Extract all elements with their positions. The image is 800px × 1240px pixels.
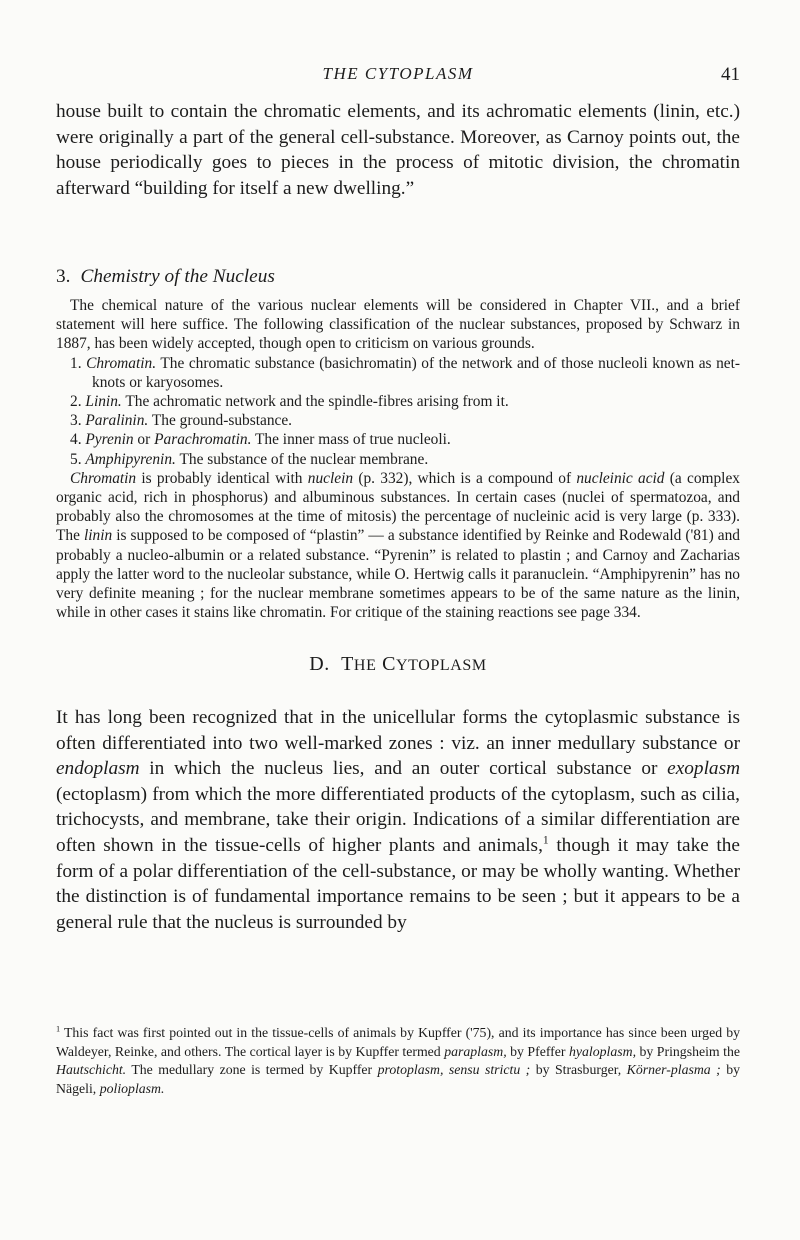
- section-heading-chemistry: [56, 266, 275, 288]
- list-item: 2. Linin. The achromatic network and the spindle-fibres arising from it.: [70, 393, 509, 411]
- running-title: THE CYTOPLASM: [322, 64, 474, 83]
- footnote-reference: 1: [542, 833, 549, 847]
- classification-list: [56, 354, 740, 469]
- section-title: Chemistry of the Nucleus: [80, 266, 275, 287]
- lead-paragraph: house built to contain the chromatic elements, and its achromatic elements (linin, etc.) were originally a part of the general cell-substance. Moreover, as Carnoy points out, the house periodically goes to pieces in the process of mitotic division, the chromatin afterward “building for itself a new dwelling.”: [56, 101, 740, 199]
- chemistry-intro: The chemical nature of the various nuclear elements will be considered in Chapter VII., and a brief statement will here suffice. The following classification of the nuclear substances, proposed by Schwarz in 1887, has been widely accepted, though open to criticism on various grounds.: [56, 297, 740, 353]
- page-number: 41: [721, 64, 740, 85]
- chemistry-block: [56, 296, 740, 622]
- footnote-mark: 1: [56, 1024, 61, 1034]
- list-item: 1. Chromatin. The chromatic substance (basichromatin) of the network and of those nucleoli known as net-knots or karyosomes.: [70, 354, 740, 391]
- list-item: 5. Amphipyrenin. The substance of the nuclear membrane.: [70, 450, 429, 468]
- chromatin-paragraph: Chromatin is probably identical with nuclein (p. 332), which is a compound of nucleinic acid (a complex organic acid, rich in phosphorus) and albuminous substances. In certain cases (nuclei of spermatozoa, and probably also the chromosomes at the time of mitosis) the percentage of nucleinic acid is very large (p. 333). The linin is supposed to be composed of “plastin” — a substance identified by Reinke and Rodewald ('81) and probably a nucleo-albumin or a related substance. “Pyrenin” is related to plastin ; and Carnoy and Zacharias apply the latter word to the nucleolar substance, while O. Hertwig calls it paranuclein. “Amphipyrenin” has no very definite meaning ; for the nuclear membrane sometimes appears to be of the same nature as the linin, while in other cases it stains like chromatin. For critique of the staining reactions see page 334.: [56, 469, 740, 622]
- section-heading-cytoplasm: D. THE CYTOPLASM: [309, 653, 487, 675]
- list-item: 4. Pyrenin or Parachromatin. The inner mass of true nucleoli.: [70, 431, 451, 449]
- running-head: [56, 64, 740, 88]
- list-item: 3. Paralinin. The ground-substance.: [70, 412, 293, 430]
- cytoplasm-paragraph: It has long been recognized that in the unicellular forms the cytoplasmic substance is often differentiated into two well-marked zones : viz. an inner medullary substance or endoplasm in which the nucleus lies, and an outer cortical substance or exoplasm (ectoplasm) from which the more differentiated products of the cytoplasm, such as cilia, trichocysts, and membrane, take their origin. Indications of a similar differentiation are often shown in the tissue-cells of higher plants and animals,$^1$ though it may take the form of a polar differentiation of the cell-substance, or may be wholly wanting. Whether the distinction is of fundamental importance remains to be seen ; but it appears to be a general rule that the nucleus is surrounded by: [56, 707, 740, 933]
- footnote: $^1$ This fact was first pointed out in the tissue-cells of animals by Kupffer ('75), and its importance has since been urged by Waldeyer, Reinke, and others. The cortical layer is by Kupffer termed paraplasm, by Pfeffer hyaloplasm, by Pringsheim the Hautschicht. The medullary zone is termed by Kupffer protoplasm, sensu strictu ; by Strasburger, Körner-plasma ; by Nägeli, polioplasm.: [56, 1024, 740, 1096]
- section-number: 3.: [56, 266, 71, 287]
